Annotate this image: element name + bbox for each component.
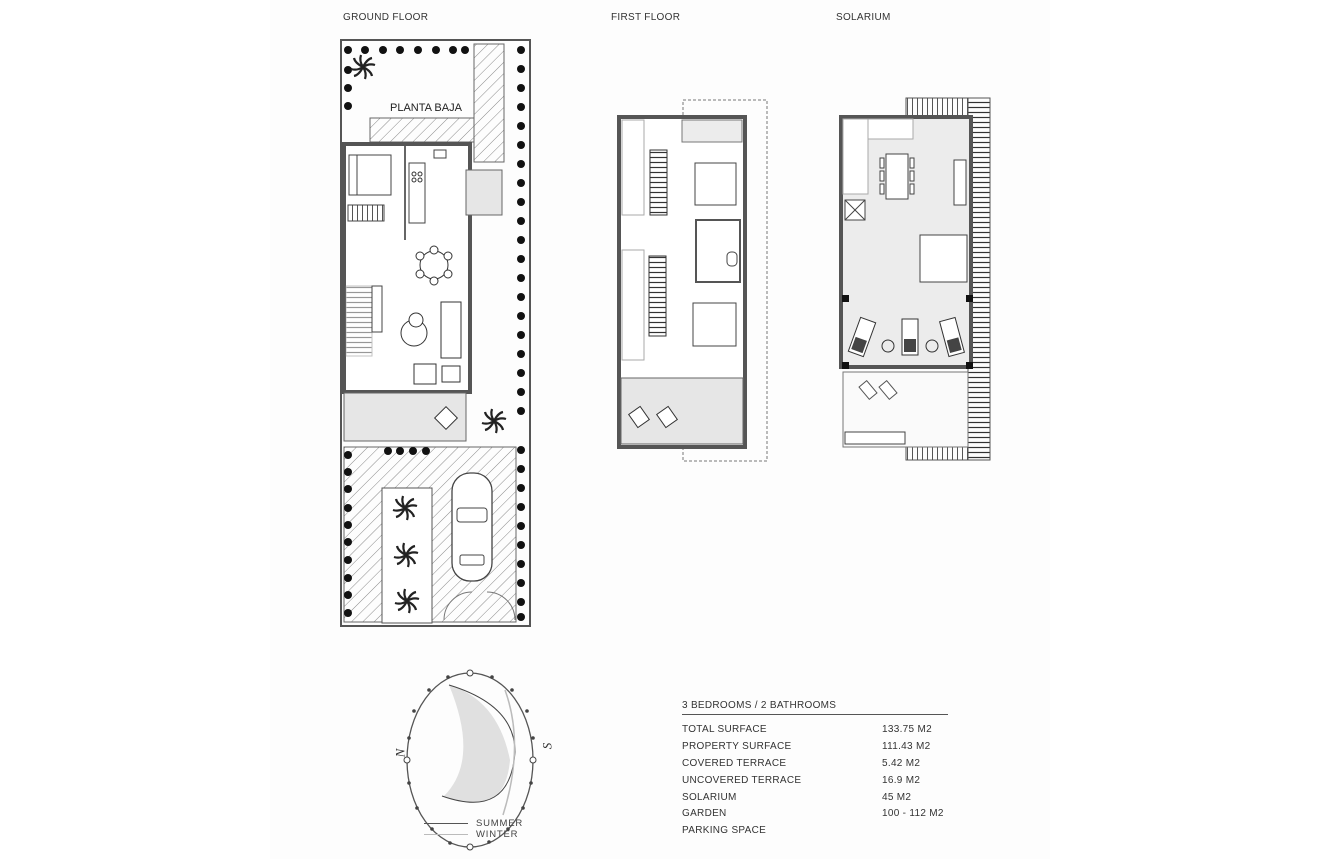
spec-row: PROPERTY SURFACE 111.43 M2 bbox=[682, 740, 931, 752]
first-floor-plan bbox=[619, 100, 767, 461]
legend-summer: SUMMER bbox=[424, 818, 523, 829]
solarium-plan bbox=[841, 98, 990, 460]
summer-line-swatch bbox=[424, 823, 468, 824]
spec-row: SOLARIUM 45 M2 bbox=[682, 791, 912, 803]
spec-row: TOTAL SURFACE 133.75 M2 bbox=[682, 723, 932, 735]
winter-line-swatch bbox=[424, 834, 468, 835]
solarium-title: SOLARIUM bbox=[836, 12, 891, 23]
first-floor-title: FIRST FLOOR bbox=[611, 12, 681, 23]
sun-path-legend bbox=[424, 818, 523, 840]
spec-row: GARDEN 100 - 112 M2 bbox=[682, 808, 944, 820]
spec-row: PARKING SPACE bbox=[682, 825, 767, 837]
spec-row: UNCOVERED TERRACE 16.9 M2 bbox=[682, 774, 921, 786]
ground-floor-plan bbox=[341, 40, 530, 626]
legend-winter: WINTER bbox=[424, 829, 523, 840]
ground-floor-title: GROUND FLOOR bbox=[343, 12, 429, 23]
planta-baja-label: PLANTA BAJA bbox=[390, 102, 462, 114]
spec-row: COVERED TERRACE 5.42 M2 bbox=[682, 757, 921, 769]
north-label: N bbox=[392, 748, 408, 758]
specs-heading: 3 BEDROOMS / 2 BATHROOMS bbox=[682, 700, 948, 715]
property-specs-table bbox=[682, 700, 948, 839]
south-label: S bbox=[539, 742, 555, 750]
